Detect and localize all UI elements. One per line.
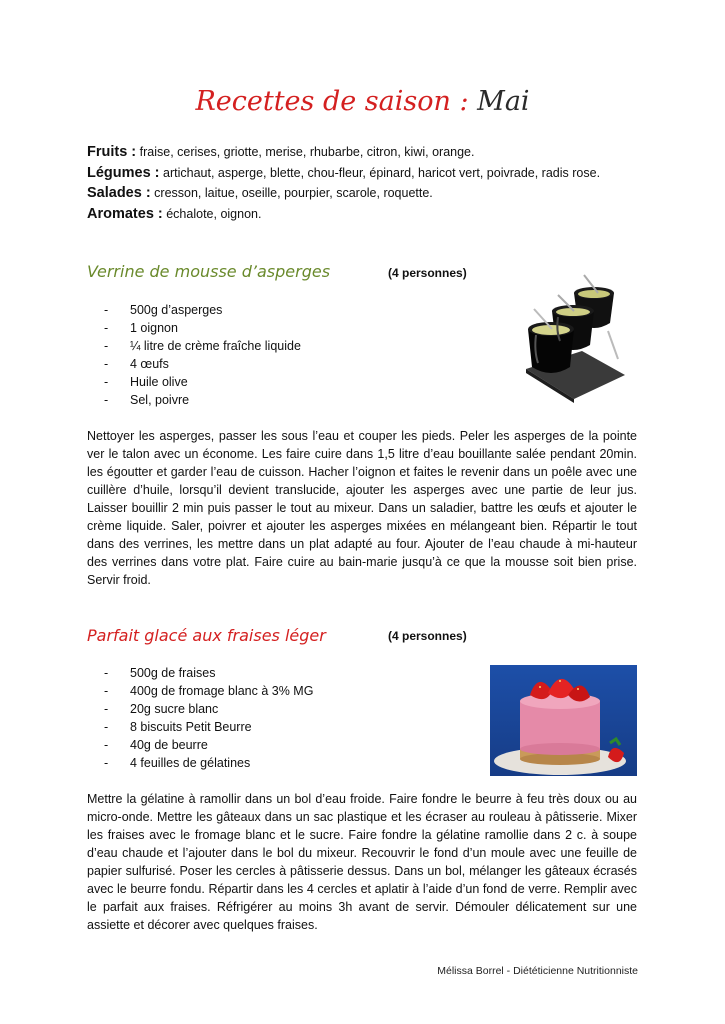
ingredient-item: - 8 biscuits Petit Beurre bbox=[87, 718, 313, 736]
strawberry-parfait-photo bbox=[490, 665, 637, 776]
aromates-row bbox=[87, 204, 647, 225]
fruits-items: fraise, cerises, griotte, merise, rhubarbe, citron, kiwi, orange. bbox=[139, 145, 475, 159]
ingredient-item: - 20g sucre blanc bbox=[87, 700, 313, 718]
instructions-strawberry: Mettre la gélatine à ramollir dans un bol d’eau froide. Faire fondre le beurre à feu très doux ou au micro-onde. Mettre les gâteaux dans un sac plastique et les écraser au rouleau à pâtisserie. Mixer les fraises avec le fromage blanc et le sucre. Faire fondre la gélatine ramollie dans 2 c. à soupe d’eau chaude et l’ajouter dans le bol du mixeur. Recouvrir le fond d’un moule avec une feuille de papier sulfurisé. Poser les cercles à pâtisserie dessus. Dans un bol, mélanger les gâteaux écrasés avec le beurre fondu. Répartir dans les 4 cercles et aplatir à l’aide d’un fond de verre. Remplir avec le parfait aux fraises. Réfrigérer au moins 3h avant de servir. Démouler délicatement sur une assiette et décorer avec quelques fraises. bbox=[87, 792, 637, 932]
salades-label: Salades : bbox=[87, 185, 151, 201]
ingredient-item: - 500g de fraises bbox=[87, 664, 313, 682]
servings-strawberry: (4 personnes) bbox=[388, 629, 467, 643]
legumes-label: Légumes : bbox=[87, 164, 160, 181]
instructions-asparagus: Nettoyer les asperges, passer les sous l’eau et couper les pieds. Peler les asperges de la pointe ver le talon avec un économe. Les faire cuire dans 1,5 litre d’eau bouillante salée pendant 20min. les égoutter et garder l’eau de cuisson. Hacher l’oignon et faites le revenir dans un poêle avec une cuillère d’huile, lorsqu’il devient translucide, ajouter les asperges avec une partie de leur jus. Laisser bouillir 2 min puis passer le tout au mixeur. Dans un saladier, battre les œufs et ajouter le crème liquide. Saler, poivrer et ajouter les asperges mixées en mélangeant bien. Répartir le tout dans des verrines, les mettre dans un plat adapté au four. Ajouter de l’eau chaude à mi-hauteur des verrines dans votre plat. Faire cuire au bain-marie jusqu’à ce que la mousse soit bien prise. Servir froid. bbox=[87, 429, 637, 587]
ingredient-item: - ¼ litre de crème fraîche liquide bbox=[87, 337, 301, 355]
title-main: Recettes de saison : bbox=[195, 86, 469, 117]
ingredients-list-asparagus bbox=[87, 301, 301, 409]
legumes-row bbox=[87, 163, 647, 184]
title-month: Mai bbox=[477, 86, 530, 117]
fruits-row bbox=[87, 142, 647, 163]
ingredient-item: - 40g de beurre bbox=[87, 736, 313, 754]
ingredient-item: - 1 oignon bbox=[87, 319, 301, 337]
servings-asparagus: (4 personnes) bbox=[388, 266, 467, 280]
page-title bbox=[0, 86, 725, 117]
ingredient-item: - Sel, poivre bbox=[87, 391, 301, 409]
legumes-items: artichaut, asperge, blette, chou-fleur, épinard, haricot vert, poivrade, radis rose. bbox=[163, 165, 601, 180]
ingredients-list-strawberry bbox=[87, 664, 313, 772]
recipe-title-asparagus: Verrine de mousse d’asperges bbox=[87, 262, 331, 281]
salades-items: cresson, laitue, oseille, pourpier, scarole, roquette. bbox=[154, 186, 433, 200]
ingredient-item: - 4 œufs bbox=[87, 355, 301, 373]
aromates-label: Aromates : bbox=[87, 205, 163, 222]
recipe-title-strawberry: Parfait glacé aux fraises léger bbox=[87, 626, 326, 645]
ingredient-item: - 400g de fromage blanc à 3% MG bbox=[87, 682, 313, 700]
ingredient-item: - 4 feuilles de gélatines bbox=[87, 754, 313, 772]
salades-row bbox=[87, 183, 647, 204]
ingredient-item: - Huile olive bbox=[87, 373, 301, 391]
author-footer: Mélissa Borrel - Diététicienne Nutritionniste bbox=[437, 965, 638, 977]
aromates-items: échalote, oignon. bbox=[166, 206, 262, 221]
asparagus-verrine-photo bbox=[522, 271, 625, 403]
seasonal-produce bbox=[87, 142, 647, 224]
ingredient-item: - 500g d’asperges bbox=[87, 301, 301, 319]
fruits-label: Fruits : bbox=[87, 144, 137, 160]
